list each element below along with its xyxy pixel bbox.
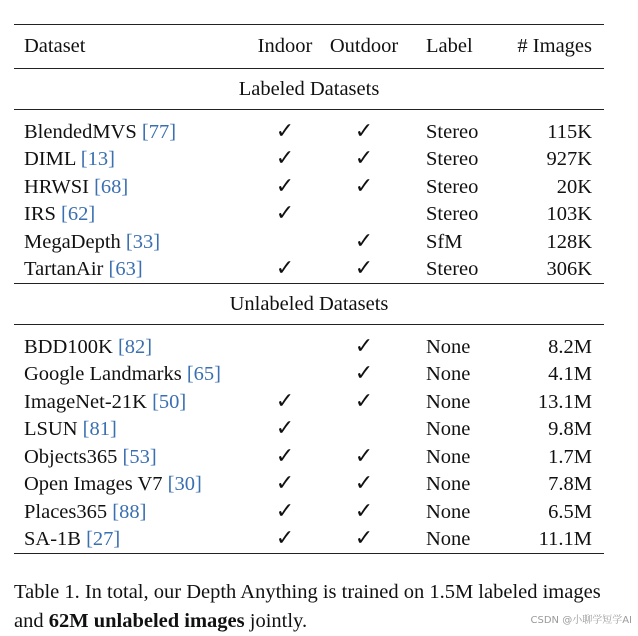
- citation-link[interactable]: [62]: [61, 203, 96, 225]
- image-count-cell: 8.2M: [548, 335, 592, 358]
- label-type-cell: Stereo: [426, 148, 479, 170]
- image-count-cell: 11.1M: [538, 528, 592, 550]
- table-row: [14, 146, 604, 174]
- dataset-name: TartanAir: [24, 258, 109, 280]
- check-icon: ✓: [275, 201, 295, 227]
- check-icon: ✓: [354, 388, 374, 414]
- citation-link[interactable]: [13]: [80, 148, 115, 170]
- caption-bold: 62M unlabeled images: [48, 610, 245, 632]
- dataset-name: ImageNet-21K: [24, 390, 153, 413]
- image-count-cell: 306K: [546, 258, 592, 280]
- check-icon: ✓: [275, 416, 295, 442]
- dataset-name: Open Images V7: [24, 473, 168, 495]
- table-row: [14, 416, 604, 444]
- table-row: [14, 201, 604, 229]
- caption-prefix: Table 1. In total, our Depth Anything is trained on 1.5M labeled images and: [14, 581, 601, 632]
- citation-link[interactable]: [88]: [112, 500, 147, 523]
- label-type-cell: None: [426, 335, 471, 358]
- table-row: [14, 333, 604, 361]
- outdoor-cell: [318, 201, 410, 229]
- citation-link[interactable]: [68]: [94, 175, 129, 198]
- check-icon: ✓: [275, 443, 295, 469]
- dataset-name-cell: [14, 388, 252, 416]
- outdoor-cell: [318, 118, 410, 146]
- dataset-name-cell: [14, 201, 252, 229]
- image-count-cell: 20K: [556, 175, 592, 198]
- citation-link[interactable]: [27]: [86, 528, 121, 550]
- table-row: [14, 256, 604, 284]
- dataset-name-cell: [14, 256, 252, 284]
- check-icon: ✓: [275, 146, 295, 172]
- table-header-row: [14, 25, 604, 69]
- header-dataset: Dataset: [24, 35, 86, 58]
- dataset-name: Places365: [24, 500, 113, 523]
- check-icon: ✓: [354, 256, 374, 282]
- label-type-cell: Stereo: [426, 175, 479, 198]
- dataset-name: LSUN: [24, 418, 83, 440]
- dataset-name: Objects365: [24, 445, 123, 468]
- indoor-cell: [252, 173, 318, 201]
- outdoor-cell: [318, 388, 410, 416]
- image-count-cell: 103K: [546, 203, 592, 225]
- outdoor-cell: [318, 146, 410, 174]
- check-icon: ✓: [354, 333, 374, 359]
- check-icon: ✓: [275, 526, 295, 552]
- table-row: [14, 228, 604, 256]
- section-header-row: [14, 69, 604, 110]
- dataset-name-cell: [14, 498, 252, 526]
- check-icon: ✓: [354, 498, 374, 524]
- image-count-cell: 6.5M: [548, 500, 592, 523]
- indoor-cell: [252, 201, 318, 229]
- image-count-cell: 13.1M: [537, 390, 592, 413]
- section-header-row: [14, 284, 604, 325]
- table-row: [14, 118, 604, 146]
- indoor-cell: [252, 498, 318, 526]
- check-icon: ✓: [354, 443, 374, 469]
- table-caption: [14, 578, 624, 636]
- dataset-name-cell: [14, 228, 252, 256]
- check-icon: ✓: [275, 471, 295, 497]
- dataset-name-cell: [14, 173, 252, 201]
- image-count-cell: 927K: [546, 148, 592, 170]
- dataset-name-cell: [14, 526, 252, 554]
- check-icon: ✓: [275, 256, 295, 282]
- indoor-cell: [252, 256, 318, 284]
- label-type-cell: None: [426, 500, 471, 523]
- outdoor-cell: [318, 471, 410, 499]
- outdoor-cell: [318, 228, 410, 256]
- outdoor-cell: [318, 526, 410, 554]
- image-count-cell: 4.1M: [548, 363, 592, 385]
- indoor-cell: [252, 388, 318, 416]
- check-icon: ✓: [354, 173, 374, 199]
- table-row: [14, 498, 604, 526]
- citation-link[interactable]: [81]: [82, 418, 117, 440]
- check-icon: ✓: [275, 118, 295, 144]
- indoor-cell: [252, 333, 318, 361]
- citation-link[interactable]: [50]: [152, 390, 187, 413]
- table-row: [14, 388, 604, 416]
- dataset-name: BDD100K: [24, 335, 118, 358]
- label-type-cell: None: [426, 473, 471, 495]
- dataset-name-cell: [14, 416, 252, 444]
- dataset-name: SA-1B: [24, 528, 87, 550]
- image-count-cell: 9.8M: [548, 418, 592, 440]
- dataset-name: IRS: [24, 203, 62, 225]
- label-type-cell: None: [426, 363, 471, 385]
- dataset-name-cell: [14, 443, 252, 471]
- outdoor-cell: [318, 498, 410, 526]
- indoor-cell: [252, 416, 318, 444]
- check-icon: ✓: [354, 471, 374, 497]
- label-type-cell: Stereo: [426, 120, 479, 143]
- dataset-name: Google Landmarks: [24, 363, 187, 385]
- check-icon: ✓: [354, 146, 374, 172]
- label-type-cell: SfM: [426, 230, 463, 253]
- dataset-name: DIML: [24, 148, 81, 170]
- check-icon: ✓: [354, 361, 374, 387]
- citation-link[interactable]: [30]: [167, 473, 202, 495]
- image-count-cell: 115K: [547, 120, 592, 143]
- dataset-name-cell: [14, 333, 252, 361]
- image-count-cell: 7.8M: [548, 473, 592, 495]
- label-type-cell: None: [426, 390, 471, 413]
- dataset-name-cell: [14, 146, 252, 174]
- check-icon: ✓: [354, 526, 374, 552]
- check-icon: ✓: [275, 498, 295, 524]
- label-type-cell: Stereo: [426, 203, 479, 225]
- dataset-table-container: [14, 24, 604, 554]
- caption-suffix: jointly.: [244, 610, 308, 632]
- citation-link[interactable]: [77]: [141, 120, 177, 143]
- outdoor-cell: [318, 361, 410, 389]
- label-type-cell: None: [426, 528, 471, 550]
- indoor-cell: [252, 361, 318, 389]
- table-row: [14, 173, 604, 201]
- dataset-name-cell: [14, 471, 252, 499]
- indoor-cell: [252, 471, 318, 499]
- outdoor-cell: [318, 443, 410, 471]
- citation-link[interactable]: [53]: [122, 445, 157, 468]
- indoor-cell: [252, 526, 318, 554]
- label-type-cell: Stereo: [426, 258, 479, 280]
- dataset-name-cell: [14, 361, 252, 389]
- section-rule: [14, 325, 604, 334]
- table-row: [14, 361, 604, 389]
- citation-link[interactable]: [65]: [186, 363, 221, 385]
- indoor-cell: [252, 118, 318, 146]
- label-type-cell: None: [426, 418, 471, 440]
- table-row: [14, 526, 604, 554]
- image-count-cell: 1.7M: [548, 445, 592, 468]
- indoor-cell: [252, 228, 318, 256]
- dataset-name: HRWSI: [24, 175, 95, 198]
- watermark: CSDN @小聊学短学AI: [530, 615, 632, 626]
- label-type-cell: None: [426, 445, 471, 468]
- outdoor-cell: [318, 333, 410, 361]
- check-icon: ✓: [354, 228, 374, 254]
- section-rule: [14, 110, 604, 119]
- citation-link[interactable]: [63]: [108, 258, 143, 280]
- section-title: Labeled Datasets: [238, 77, 380, 100]
- dataset-table-body: [14, 25, 604, 554]
- outdoor-cell: [318, 416, 410, 444]
- table-row: [14, 471, 604, 499]
- indoor-cell: [252, 146, 318, 174]
- dataset-name-cell: [14, 118, 252, 146]
- table-row: [14, 443, 604, 471]
- check-icon: ✓: [275, 388, 295, 414]
- header-indoor: Indoor: [257, 35, 313, 58]
- citation-link[interactable]: [33]: [125, 230, 161, 253]
- citation-link[interactable]: [82]: [117, 335, 153, 358]
- image-count-cell: 128K: [546, 230, 592, 253]
- check-icon: ✓: [275, 173, 295, 199]
- check-icon: ✓: [354, 118, 374, 144]
- outdoor-cell: [318, 173, 410, 201]
- indoor-cell: [252, 443, 318, 471]
- dataset-name: BlendedMVS: [24, 120, 142, 143]
- header-outdoor: Outdoor: [329, 35, 399, 58]
- outdoor-cell: [318, 256, 410, 284]
- dataset-name: MegaDepth: [24, 230, 126, 253]
- dataset-table: [14, 24, 604, 554]
- header-images: # Images: [517, 35, 592, 58]
- header-label: Label: [426, 35, 473, 58]
- section-title: Unlabeled Datasets: [229, 292, 389, 315]
